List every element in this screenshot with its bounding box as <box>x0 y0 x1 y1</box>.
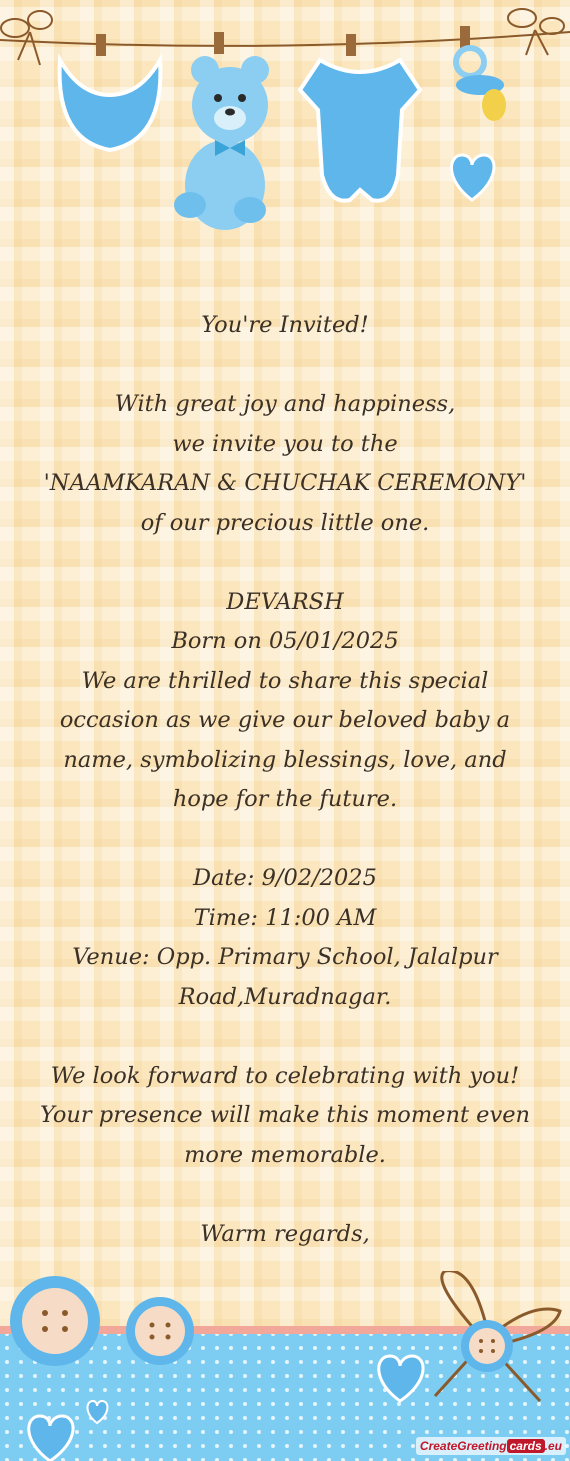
intro-line-3: of our precious little one. <box>140 509 430 536</box>
baby-name: DEVARSH <box>226 588 344 615</box>
venue-line-1: Venue: Opp. Primary School, Jalalpur <box>72 944 498 970</box>
event-date: Date: 9/02/2025 <box>193 865 377 891</box>
intro-line-1: With great joy and happiness, <box>114 391 456 417</box>
message-line-2: occasion as we give our beloved baby a <box>59 707 511 733</box>
event-time: Time: 11:00 AM <box>193 904 377 931</box>
venue-line-2: Road,Muradnagar. <box>178 983 392 1010</box>
intro-line-2: we invite you to the <box>172 430 398 457</box>
button-icon <box>461 1320 513 1372</box>
message-line-3: name, symbolizing blessings, love, and <box>63 746 507 773</box>
pacifier-icon <box>456 26 506 121</box>
brand-watermark <box>416 1437 566 1455</box>
button-icon <box>126 1297 194 1365</box>
birth-date: Born on 05/01/2025 <box>171 628 399 654</box>
closing-line-1: We look forward to celebrating with you! <box>50 1062 520 1089</box>
baby-garland-illustration <box>0 0 570 250</box>
heart-icon <box>452 155 494 200</box>
heading: You're Invited! <box>201 312 369 338</box>
footer-decoration <box>0 1271 570 1461</box>
onesie-icon <box>300 34 420 201</box>
message-line-1: We are thrilled to share this special <box>81 667 489 694</box>
bow-right-icon <box>508 9 564 55</box>
ceremony-name: 'NAAMKARAN & CHUCHAK CEREMONY' <box>43 470 527 496</box>
invitation-text <box>20 306 550 1254</box>
brand-part-3: .eu <box>544 1439 562 1453</box>
message-line-4: hope for the future. <box>172 786 398 812</box>
bow-left-icon <box>1 11 52 65</box>
teddy-bear-icon <box>174 32 269 230</box>
closing-line-2: Your presence will make this moment even <box>39 1102 531 1128</box>
button-icon <box>10 1276 100 1366</box>
bib-icon <box>60 34 161 150</box>
brand-part-2: cards <box>507 1439 545 1453</box>
signoff: Warm regards, <box>200 1220 370 1247</box>
brand-part-1: CreateGreeting <box>419 1439 507 1453</box>
closing-line-3: more memorable. <box>184 1141 386 1168</box>
